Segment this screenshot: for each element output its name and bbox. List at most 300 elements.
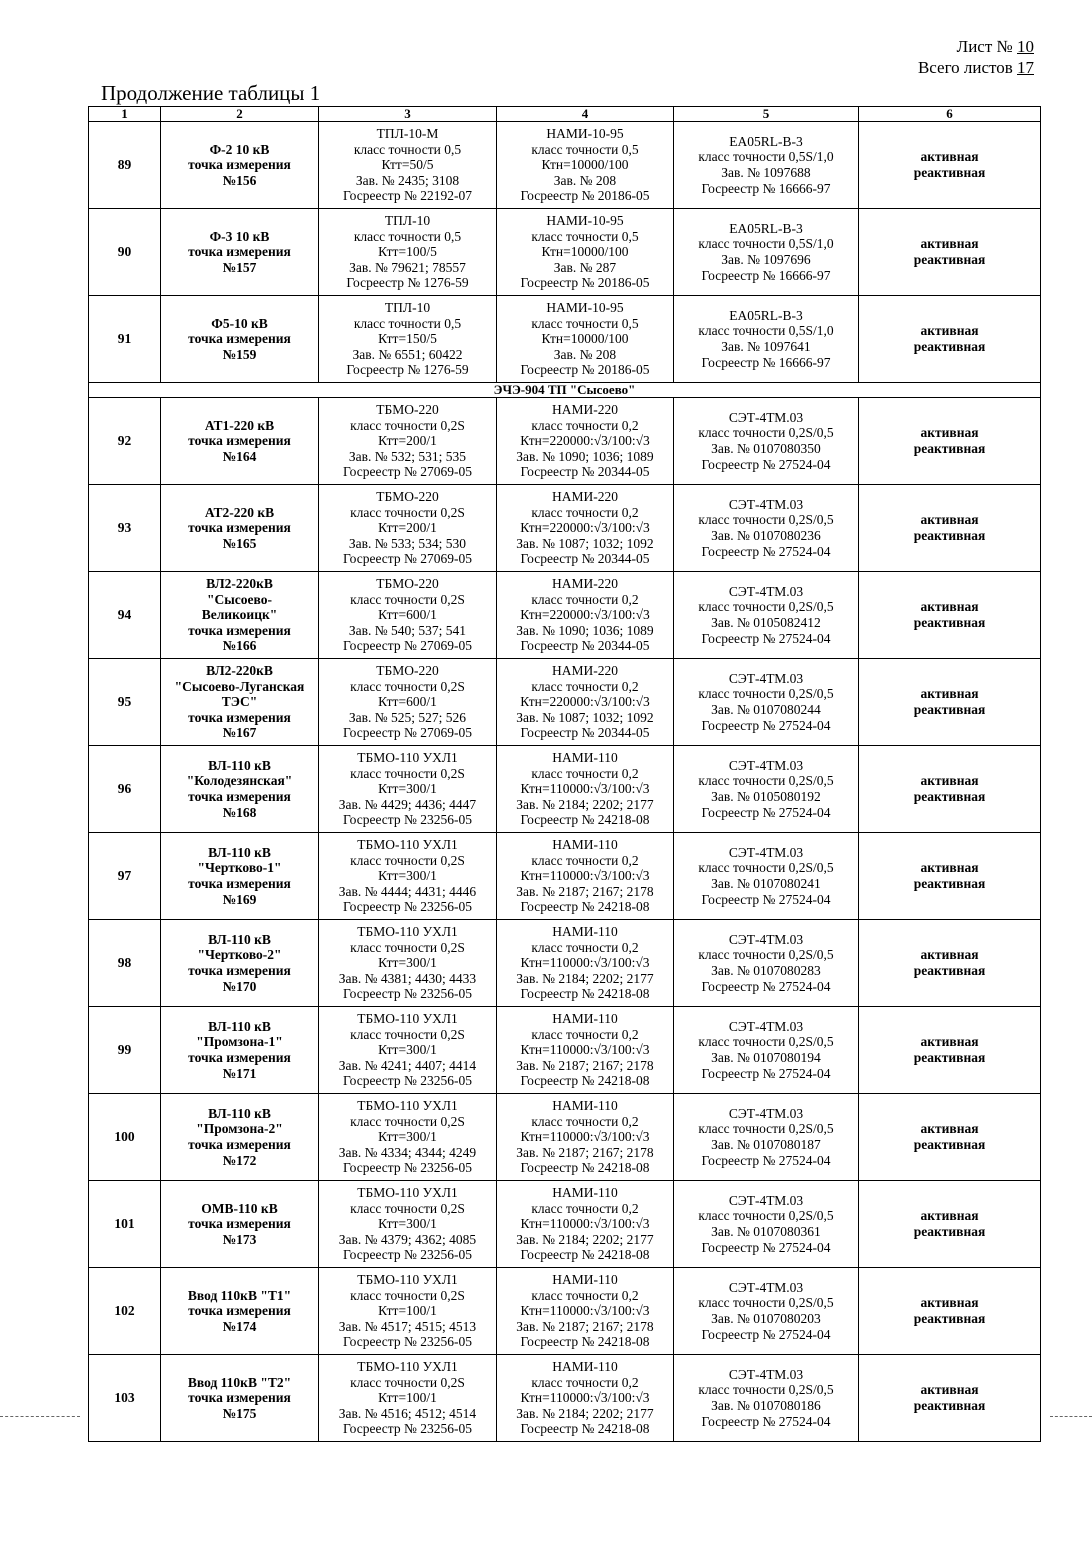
electricity-meter-line: СЭТ-4ТМ.03 (728, 670, 804, 686)
voltage-transformer-line: НАМИ-10-95 (546, 300, 624, 316)
voltage-transformer-line: Зав. № 1087; 1032; 1092 (516, 709, 654, 725)
current-transformer-line: Ктт=600/1 (378, 694, 437, 710)
measurement-point-line: точка измерения (188, 244, 291, 260)
voltage-transformer-line: Ктн=220000:√3/100:√3 (520, 433, 650, 449)
energy-type-line: реактивная (913, 1050, 986, 1065)
current-transformer-line: ТПЛ-10 (384, 213, 431, 229)
current-transformer-line: Зав. № 4379; 4362; 4085 (338, 1231, 477, 1247)
energy-type-line: активная (920, 686, 979, 702)
current-transformer-line: Ктт=300/1 (378, 1042, 437, 1058)
voltage-transformer-line: Зав. № 208 (553, 346, 617, 362)
sheet-total: 17 (1017, 58, 1034, 77)
energy-type-line: реактивная (913, 441, 986, 456)
current-transformer-line: Госреестр № 23256-05 (343, 899, 472, 915)
energy-type (859, 398, 1041, 485)
electricity-meter (674, 833, 859, 920)
current-transformer-line: ТБМО-220 (376, 576, 439, 592)
left-margin-mark (0, 1416, 80, 1417)
energy-type-line: активная (920, 425, 979, 441)
measurement-point-line: "Чертково-1" (197, 860, 282, 876)
voltage-transformer-line: Ктн=10000/100 (541, 157, 629, 173)
energy-type-line: активная (920, 1208, 979, 1224)
energy-type-line: реактивная (913, 876, 986, 891)
electricity-meter-line: СЭТ-4ТМ.03 (728, 757, 804, 773)
voltage-transformer-line: класс точности 0,2 (531, 765, 639, 781)
measurement-point-line: точка измерения (188, 1050, 291, 1065)
measurement-point-line: ВЛ-110 кВ (208, 757, 271, 773)
measurement-point-line: ВЛ-110 кВ (208, 844, 271, 860)
current-transformer-line: класс точности 0,2S (350, 852, 465, 868)
energy-type-line: реактивная (913, 1137, 986, 1152)
electricity-meter-line: СЭТ-4ТМ.03 (728, 1105, 804, 1121)
voltage-transformer-line: Ктн=110000:√3/100:√3 (520, 868, 650, 884)
voltage-transformer-line: Ктн=220000:√3/100:√3 (520, 520, 650, 536)
current-transformer (319, 122, 497, 209)
energy-type-line: реактивная (913, 528, 986, 543)
energy-type-line: активная (920, 773, 979, 789)
measurement-point-line: №164 (222, 448, 257, 464)
voltage-transformer-line: НАМИ-110 (552, 1359, 618, 1375)
energy-type-line: активная (920, 599, 979, 615)
header-row (89, 107, 1041, 122)
measurement-point-line: точка измерения (188, 331, 291, 347)
table-row (89, 746, 1041, 833)
current-transformer (319, 1181, 497, 1268)
electricity-meter (674, 1355, 859, 1442)
voltage-transformer-line: Зав. № 2184; 2202; 2177 (516, 1405, 654, 1421)
voltage-transformer-line: НАМИ-110 (552, 1185, 618, 1201)
current-transformer-line: класс точности 0,2S (350, 504, 465, 520)
electricity-meter-line: класс точности 0,2S/0,5 (698, 1208, 834, 1224)
table-row (89, 1007, 1041, 1094)
voltage-transformer (497, 1007, 674, 1094)
row-number: 99 (89, 1007, 161, 1094)
row-number: 90 (89, 209, 161, 296)
current-transformer-line: Госреестр № 27069-05 (343, 551, 472, 567)
column-header: 1 (89, 107, 161, 122)
electricity-meter-line: Зав. № 0107080194 (711, 1050, 821, 1065)
column-header: 2 (161, 107, 319, 122)
voltage-transformer-line: Госреестр № 24218-08 (520, 1247, 650, 1263)
table-row (89, 572, 1041, 659)
measurement-point-line: ОМВ-110 кВ (201, 1200, 278, 1216)
voltage-transformer-line: Зав. № 2187; 2167; 2178 (516, 1318, 654, 1334)
current-transformer-line: Госреестр № 23256-05 (343, 1160, 472, 1176)
table-row (89, 296, 1041, 383)
current-transformer (319, 296, 497, 383)
energy-type (859, 572, 1041, 659)
energy-type-line: реактивная (913, 615, 986, 630)
electricity-meter-line: Госреестр № 27524-04 (701, 1152, 831, 1168)
voltage-transformer-line: НАМИ-220 (552, 402, 618, 418)
energy-type-line: реактивная (913, 1398, 986, 1413)
voltage-transformer-line: Ктн=10000/100 (541, 331, 629, 347)
measurement-table (88, 106, 1041, 1442)
voltage-transformer (497, 1268, 674, 1355)
measurement-point-line: Ф5-10 кВ (211, 315, 268, 331)
electricity-meter (674, 209, 859, 296)
energy-type (859, 1181, 1041, 1268)
measurement-point (161, 398, 319, 485)
current-transformer-line: Ктт=200/1 (378, 520, 437, 536)
voltage-transformer-line: класс точности 0,2 (531, 591, 639, 607)
current-transformer-line: Зав. № 4334; 4344; 4249 (338, 1144, 477, 1160)
voltage-transformer (497, 398, 674, 485)
current-transformer-line: Госреестр № 23256-05 (343, 812, 472, 828)
current-transformer (319, 746, 497, 833)
electricity-meter-line: Зав. № 0107080203 (711, 1311, 821, 1326)
current-transformer-line: класс точности 0,5 (353, 141, 462, 157)
current-transformer-line: класс точности 0,2S (350, 1374, 465, 1390)
table-row (89, 209, 1041, 296)
electricity-meter-line: СЭТ-4ТМ.03 (728, 409, 804, 425)
current-transformer-line: класс точности 0,2S (350, 1113, 465, 1129)
current-transformer-line: класс точности 0,5 (353, 228, 462, 244)
energy-type-line: активная (920, 323, 979, 339)
current-transformer-line: Госреестр № 23256-05 (343, 1247, 472, 1263)
row-number: 97 (89, 833, 161, 920)
electricity-meter-line: Зав. № 1097696 (721, 252, 811, 267)
electricity-meter-line: Зав. № 0107080244 (711, 702, 821, 717)
measurement-point-line: №169 (222, 891, 257, 907)
measurement-point-line: ВЛ2-220кВ (206, 663, 273, 679)
electricity-meter (674, 1094, 859, 1181)
electricity-meter-line: класс точности 0,2S/0,5 (698, 1382, 834, 1398)
voltage-transformer-line: Ктн=10000/100 (541, 244, 629, 260)
current-transformer-line: Зав. № 540; 537; 541 (348, 622, 467, 638)
voltage-transformer-line: Госреестр № 20186-05 (520, 188, 650, 204)
electricity-meter-line: Госреестр № 27524-04 (701, 1413, 831, 1429)
current-transformer-line: Ктт=300/1 (378, 1129, 437, 1145)
voltage-transformer-line: Госреестр № 20344-05 (520, 464, 650, 480)
energy-type-line: реактивная (913, 789, 986, 804)
table-row (89, 920, 1041, 1007)
current-transformer-line: Госреестр № 23256-05 (343, 1334, 472, 1350)
measurement-point-line: точка измерения (188, 622, 291, 638)
sheet-total-label: Всего листов (917, 58, 1013, 77)
energy-type-line: активная (920, 512, 979, 528)
voltage-transformer-line: Ктн=220000:√3/100:√3 (520, 607, 650, 623)
electricity-meter-line: СЭТ-4ТМ.03 (728, 844, 804, 860)
electricity-meter (674, 920, 859, 1007)
electricity-meter-line: Зав. № 1097688 (721, 165, 811, 180)
current-transformer-line: Госреестр № 27069-05 (343, 638, 472, 654)
electricity-meter-line: класс точности 0,2S/0,5 (698, 1295, 834, 1311)
row-number: 91 (89, 296, 161, 383)
electricity-meter-line: Госреестр № 16666-97 (701, 267, 831, 283)
measurement-point-line: Ввод 110кВ "Т1" (187, 1287, 292, 1303)
energy-type-line: активная (920, 1034, 979, 1050)
electricity-meter-line: Госреестр № 16666-97 (701, 180, 831, 196)
voltage-transformer-line: класс точности 0,2 (531, 1200, 639, 1216)
voltage-transformer-line: Зав. № 1090; 1036; 1089 (516, 448, 654, 464)
measurement-point-line: №172 (222, 1152, 257, 1168)
voltage-transformer (497, 296, 674, 383)
voltage-transformer-line: Ктн=110000:√3/100:√3 (520, 1042, 650, 1058)
measurement-point (161, 920, 319, 1007)
measurement-point-line: ВЛ-110 кВ (208, 1105, 271, 1121)
measurement-point-line: точка измерения (188, 1137, 291, 1152)
voltage-transformer-line: Зав. № 2187; 2167; 2178 (516, 1057, 654, 1073)
current-transformer-line: ТБМО-110 УХЛ1 (357, 1011, 458, 1027)
current-transformer (319, 920, 497, 1007)
energy-type-line: реактивная (913, 165, 986, 180)
energy-type (859, 1355, 1041, 1442)
voltage-transformer-line: НАМИ-220 (552, 489, 618, 505)
electricity-meter-line: СЭТ-4ТМ.03 (728, 1279, 804, 1295)
current-transformer-line: ТБМО-110 УХЛ1 (357, 750, 458, 766)
right-margin-mark (1050, 1416, 1092, 1417)
energy-type-line: реактивная (913, 339, 986, 354)
row-number: 89 (89, 122, 161, 209)
voltage-transformer (497, 659, 674, 746)
row-number: 93 (89, 485, 161, 572)
measurement-point-line: №175 (222, 1405, 257, 1421)
voltage-transformer-line: Ктн=110000:√3/100:√3 (520, 955, 650, 971)
current-transformer-line: ТБМО-220 (376, 402, 439, 418)
sheet-number: 10 (1017, 37, 1034, 56)
measurement-point-line: №159 (222, 346, 257, 362)
electricity-meter-line: класс точности 0,5S/1,0 (698, 236, 834, 252)
electricity-meter (674, 398, 859, 485)
current-transformer-line: Зав. № 4429; 4436; 4447 (338, 796, 477, 812)
current-transformer-line: Зав. № 4381; 4430; 4433 (338, 970, 477, 986)
voltage-transformer-line: класс точности 0,2 (531, 504, 639, 520)
table-row (89, 398, 1041, 485)
measurement-point-line: №156 (222, 172, 257, 188)
voltage-transformer-line: Госреестр № 20186-05 (520, 362, 650, 378)
voltage-transformer-line: Зав. № 2184; 2202; 2177 (516, 796, 654, 812)
electricity-meter-line: Госреестр № 27524-04 (701, 543, 831, 559)
voltage-transformer-line: Зав. № 2184; 2202; 2177 (516, 1231, 654, 1247)
voltage-transformer-line: Госреестр № 24218-08 (520, 1334, 650, 1350)
current-transformer-line: ТБМО-110 УХЛ1 (357, 1272, 458, 1288)
voltage-transformer-line: НАМИ-10-95 (546, 126, 624, 142)
measurement-point-line: "Промзона-2" (196, 1121, 283, 1137)
current-transformer-line: Ктт=300/1 (378, 955, 437, 971)
electricity-meter (674, 485, 859, 572)
voltage-transformer-line: Зав. № 2187; 2167; 2178 (516, 1144, 654, 1160)
measurement-point (161, 1268, 319, 1355)
voltage-transformer-line: НАМИ-110 (552, 924, 618, 940)
measurement-point-line: ВЛ2-220кВ (206, 576, 273, 592)
current-transformer-line: ТБМО-110 УХЛ1 (357, 924, 458, 940)
electricity-meter (674, 1181, 859, 1268)
current-transformer-line: Зав. № 525; 527; 526 (348, 709, 467, 725)
column-header: 5 (674, 107, 859, 122)
measurement-point-line: точка измерения (188, 1390, 291, 1406)
voltage-transformer (497, 485, 674, 572)
current-transformer-line: Зав. № 4517; 4515; 4513 (338, 1318, 477, 1334)
current-transformer-line: ТБМО-110 УХЛ1 (357, 1359, 458, 1375)
current-transformer-line: Зав. № 79621; 78557 (349, 259, 466, 275)
current-transformer (319, 572, 497, 659)
current-transformer-line: Зав. № 533; 534; 530 (348, 535, 467, 551)
voltage-transformer-line: Ктн=110000:√3/100:√3 (520, 1303, 650, 1319)
table-caption: Продолжение таблицы 1 (101, 81, 321, 105)
measurement-point-line: Ф-2 10 кВ (209, 141, 270, 157)
voltage-transformer-line: класс точности 0,2 (531, 939, 639, 955)
current-transformer-line: ТБМО-110 УХЛ1 (357, 837, 458, 853)
voltage-transformer-line: класс точности 0,2 (531, 1113, 639, 1129)
electricity-meter-line: Госреестр № 27524-04 (701, 717, 831, 733)
measurement-point (161, 1181, 319, 1268)
measurement-point (161, 485, 319, 572)
measurement-point (161, 572, 319, 659)
energy-type-line: активная (920, 236, 979, 252)
electricity-meter-line: Госреестр № 27524-04 (701, 804, 831, 820)
electricity-meter-line: Госреестр № 27524-04 (701, 1065, 831, 1081)
current-transformer-line: ТБМО-220 (376, 489, 439, 505)
current-transformer-line: Зав. № 532; 531; 535 (348, 448, 467, 464)
electricity-meter-line: ЕА05RL-B-3 (729, 307, 803, 323)
voltage-transformer-line: Госреестр № 20344-05 (520, 551, 650, 567)
voltage-transformer (497, 1094, 674, 1181)
current-transformer-line: Ктт=600/1 (378, 607, 437, 623)
voltage-transformer-line: Ктн=110000:√3/100:√3 (520, 1129, 650, 1145)
current-transformer-line: класс точности 0,2S (350, 1287, 465, 1303)
measurement-point-line: "Чертково-2" (197, 947, 282, 963)
sheet-number-line (918, 36, 1034, 57)
measurement-point (161, 209, 319, 296)
sheet-label: Лист № (956, 37, 1013, 56)
electricity-meter-line: Зав. № 0107080283 (711, 963, 821, 978)
energy-type (859, 296, 1041, 383)
current-transformer-line: класс точности 0,2S (350, 1026, 465, 1042)
table-body (89, 107, 1041, 1442)
current-transformer-line: Ктт=150/5 (378, 331, 437, 347)
energy-type (859, 485, 1041, 572)
electricity-meter-line: Зав. № 1097641 (721, 339, 811, 354)
voltage-transformer-line: НАМИ-10-95 (546, 213, 624, 229)
energy-type (859, 1007, 1041, 1094)
electricity-meter-line: Зав. № 0105080192 (711, 789, 821, 804)
current-transformer-line: Госреестр № 1276-59 (346, 362, 469, 378)
voltage-transformer-line: Госреестр № 24218-08 (520, 1160, 650, 1176)
current-transformer-line: класс точности 0,2S (350, 417, 465, 433)
voltage-transformer-line: НАМИ-110 (552, 1272, 618, 1288)
energy-type-line: активная (920, 149, 979, 165)
voltage-transformer-line: Госреестр № 24218-08 (520, 986, 650, 1002)
current-transformer-line: класс точности 0,2S (350, 939, 465, 955)
voltage-transformer-line: класс точности 0,5 (531, 228, 639, 244)
table-row (89, 1355, 1041, 1442)
electricity-meter-line: класс точности 0,5S/1,0 (698, 149, 834, 165)
measurement-point (161, 122, 319, 209)
measurement-point-line: "Промзона-1" (196, 1034, 283, 1050)
current-transformer-line: ТБМО-220 (376, 663, 439, 679)
column-header: 6 (859, 107, 1041, 122)
electricity-meter-line: СЭТ-4ТМ.03 (728, 583, 804, 599)
electricity-meter-line: ЕА05RL-B-3 (729, 133, 803, 149)
voltage-transformer-line: Ктн=110000:√3/100:√3 (520, 1390, 650, 1406)
current-transformer-line: Ктт=100/5 (378, 244, 437, 260)
measurement-point-line: "Сысоево-Луганская (174, 678, 305, 694)
voltage-transformer-line: Госреестр № 20186-05 (520, 275, 650, 291)
current-transformer-line: Ктт=300/1 (378, 781, 437, 797)
voltage-transformer-line: НАМИ-110 (552, 1098, 618, 1114)
electricity-meter-line: Госреестр № 27524-04 (701, 891, 831, 907)
column-header: 4 (497, 107, 674, 122)
current-transformer-line: ТПЛ-10 (384, 300, 431, 316)
current-transformer-line: Ктт=300/1 (378, 868, 437, 884)
energy-type-line: реактивная (913, 702, 986, 717)
row-number: 102 (89, 1268, 161, 1355)
electricity-meter-line: Зав. № 0105082412 (711, 615, 821, 630)
current-transformer (319, 209, 497, 296)
measurement-point (161, 659, 319, 746)
electricity-meter-line: СЭТ-4ТМ.03 (728, 1366, 804, 1382)
current-transformer (319, 398, 497, 485)
voltage-transformer (497, 122, 674, 209)
measurement-point-line: точка измерения (188, 1303, 291, 1319)
current-transformer-line: Ктт=300/1 (378, 1216, 437, 1232)
section-title: ЭЧЭ-904 ТП "Сысоево" (89, 383, 1041, 398)
current-transformer-line: Ктт=50/5 (381, 157, 434, 173)
voltage-transformer-line: класс точности 0,2 (531, 852, 639, 868)
measurement-point-line: точка измерения (188, 433, 291, 449)
measurement-point-line: точка измерения (188, 520, 291, 536)
voltage-transformer (497, 209, 674, 296)
voltage-transformer-line: НАМИ-110 (552, 1011, 618, 1027)
voltage-transformer-line: класс точности 0,5 (531, 315, 639, 331)
voltage-transformer-line: Госреестр № 24218-08 (520, 1421, 650, 1437)
voltage-transformer-line: класс точности 0,2 (531, 678, 639, 694)
measurement-point-line: №157 (222, 259, 257, 275)
voltage-transformer-line: Зав. № 287 (553, 259, 617, 275)
voltage-transformer-line: Зав. № 1090; 1036; 1089 (516, 622, 654, 638)
current-transformer-line: Госреестр № 23256-05 (343, 1073, 472, 1089)
electricity-meter-line: класс точности 0,2S/0,5 (698, 686, 834, 702)
sheet-info (918, 36, 1034, 78)
current-transformer-line: Зав. № 6551; 60422 (352, 346, 463, 362)
voltage-transformer-line: Госреестр № 20344-05 (520, 725, 650, 741)
energy-type (859, 833, 1041, 920)
measurement-point-line: №174 (222, 1318, 257, 1334)
current-transformer-line: Зав. № 4241; 4407; 4414 (338, 1057, 477, 1073)
electricity-meter-line: Зав. № 0107080186 (711, 1398, 821, 1413)
voltage-transformer (497, 746, 674, 833)
row-number: 96 (89, 746, 161, 833)
measurement-point-line: Ф-3 10 кВ (209, 228, 270, 244)
voltage-transformer-line: Госреестр № 24218-08 (520, 812, 650, 828)
table-row (89, 659, 1041, 746)
measurement-point-line: "Сысоево- (207, 591, 272, 607)
measurement-point-line: ВЛ-110 кВ (208, 1018, 271, 1034)
energy-type-line: активная (920, 947, 979, 963)
measurement-point (161, 296, 319, 383)
table-row (89, 1181, 1041, 1268)
electricity-meter (674, 572, 859, 659)
measurement-point (161, 833, 319, 920)
column-header: 3 (319, 107, 497, 122)
electricity-meter (674, 296, 859, 383)
electricity-meter-line: Зав. № 0107080241 (711, 876, 821, 891)
electricity-meter-line: класс точности 0,2S/0,5 (698, 947, 834, 963)
electricity-meter-line: СЭТ-4ТМ.03 (728, 496, 804, 512)
voltage-transformer (497, 1355, 674, 1442)
table-row (89, 833, 1041, 920)
measurement-point-line: точка измерения (188, 876, 291, 891)
electricity-meter-line: Зав. № 0107080187 (711, 1137, 821, 1152)
row-number: 101 (89, 1181, 161, 1268)
voltage-transformer-line: Ктн=110000:√3/100:√3 (520, 781, 650, 797)
energy-type (859, 209, 1041, 296)
electricity-meter (674, 746, 859, 833)
measurement-point-line: Ввод 110кВ "Т2" (187, 1374, 292, 1390)
current-transformer (319, 485, 497, 572)
energy-type (859, 1268, 1041, 1355)
